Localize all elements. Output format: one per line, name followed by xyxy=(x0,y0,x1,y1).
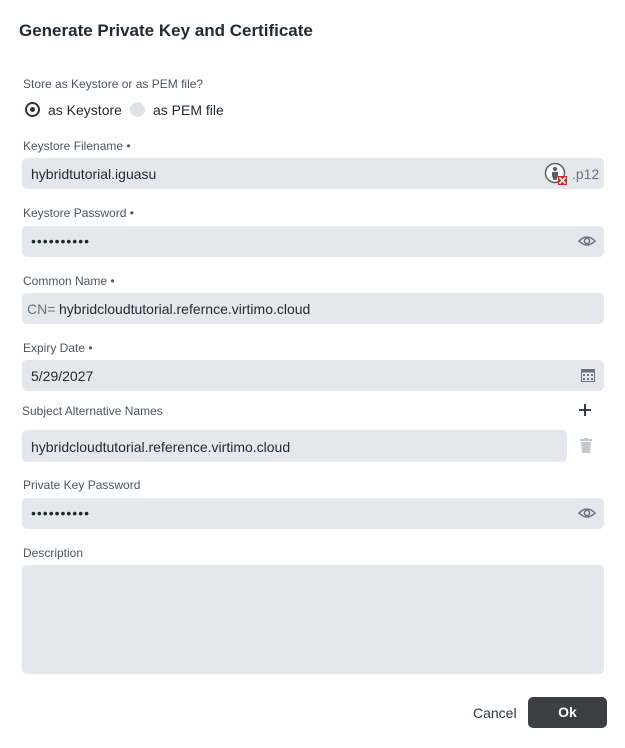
keystore-filename-label: Keystore Filename • xyxy=(23,139,131,153)
san-label: Subject Alternative Names xyxy=(22,404,163,418)
expiry-date-value: 5/29/2027 xyxy=(31,368,94,384)
keystore-filename-suffix: .p12 xyxy=(572,166,600,182)
expiry-date-label: Expiry Date • xyxy=(23,341,93,355)
san-item-field[interactable] xyxy=(22,430,567,462)
keystore-icon xyxy=(544,162,568,186)
san-item-value: hybridcloudtutorial.reference.virtimo.cloud xyxy=(31,439,291,455)
description-textarea[interactable] xyxy=(22,565,604,674)
common-name-prefix: CN= xyxy=(27,301,56,317)
radio-as-keystore-label[interactable]: as Keystore xyxy=(48,102,122,118)
dialog-title: Generate Private Key and Certificate xyxy=(19,21,313,40)
common-name-value: hybridcloudtutorial.refernce.virtimo.cloud xyxy=(59,301,311,317)
private-key-password-label: Private Key Password xyxy=(23,478,141,492)
calendar-icon[interactable] xyxy=(581,368,595,387)
private-key-password-field[interactable] xyxy=(22,498,604,529)
keystore-password-label: Keystore Password • xyxy=(23,206,134,220)
keystore-password-field[interactable] xyxy=(22,226,604,257)
trash-icon[interactable] xyxy=(580,438,592,458)
keystore-filename-value: hybridtutorial.iguasu xyxy=(31,166,157,182)
keystore-filename-field[interactable] xyxy=(22,158,604,189)
radio-as-pem-file-label[interactable]: as PEM file xyxy=(153,102,224,118)
common-name-field[interactable] xyxy=(22,293,604,324)
eye-icon[interactable] xyxy=(578,234,596,253)
keystore-password-value: •••••••••• xyxy=(31,233,91,249)
description-label: Description xyxy=(23,546,84,560)
cancel-button[interactable]: Cancel xyxy=(473,705,517,721)
private-key-password-value: •••••••••• xyxy=(31,505,91,521)
eye-icon[interactable] xyxy=(578,506,596,525)
plus-icon[interactable] xyxy=(578,403,592,422)
radio-as-keystore[interactable] xyxy=(25,102,40,117)
common-name-label: Common Name • xyxy=(23,274,115,288)
radio-as-pem-file[interactable] xyxy=(130,102,145,117)
expiry-date-field[interactable] xyxy=(22,360,604,391)
store-type-question: Store as Keystore or as PEM file? xyxy=(23,77,204,91)
ok-button[interactable]: Ok xyxy=(528,697,607,728)
